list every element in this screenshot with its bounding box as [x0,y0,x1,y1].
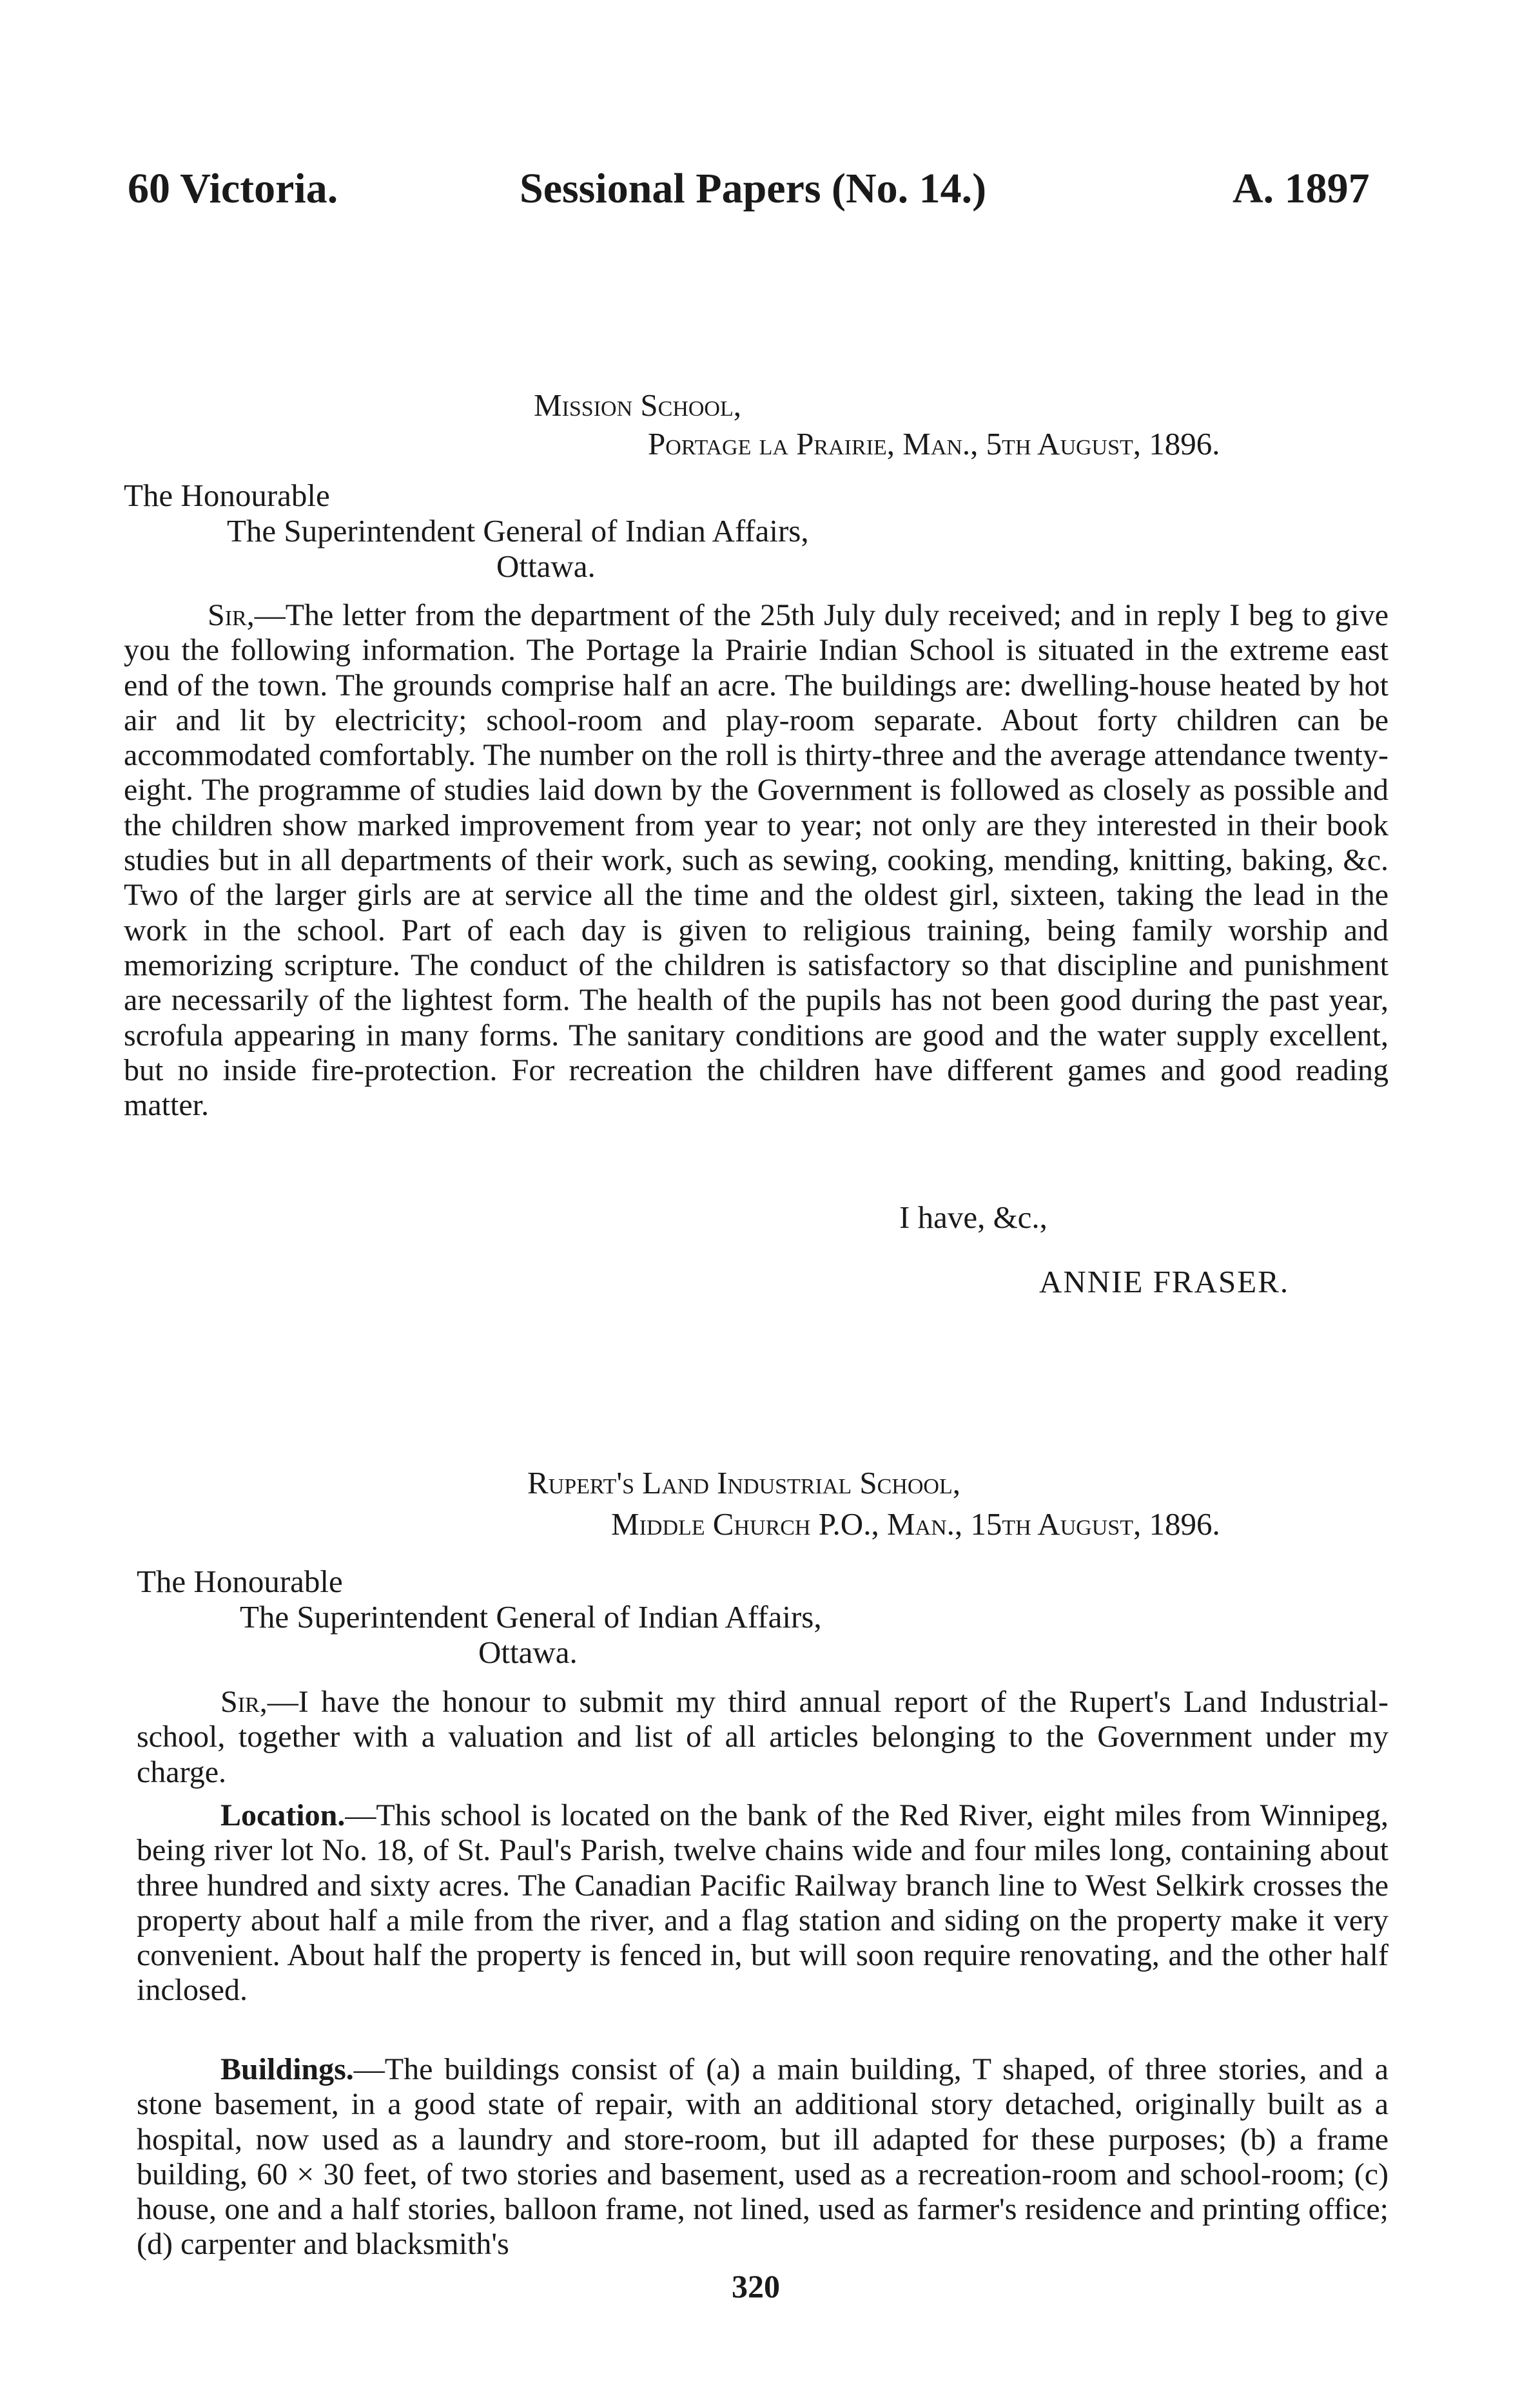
location-text: —This school is located on the bank of the Red River, eight miles from Winnipeg, being river lot No. 18, of St. Paul's Parish, twelve chains wide and four miles long, containing about three hundred and sixty acres. The Canadian Pacific Railway branch line to West Selkirk crosses the property about half a mile from the river, and a flag station and siding on the property make it very convenient. About half the property is fenced in, but will soon require renovating, and the other half inclosed. [137,1798,1388,2008]
letter1-sender-line1: Mission School, [534,387,741,423]
letter2-sender-line1: Rupert's Land Industrial School, [527,1465,960,1500]
letter2-addressee1: The Honourable [137,1564,343,1599]
letter1-body-text: —The letter from the department of the 25th July duly received; and in reply I beg to give you the following information. The Portage la Prairie Indian School is situated in the extreme east end of the town. The grounds comprise half an acre. The buildings are: dwelling-house heated by hot air and lit by electricity; school-room and play-room separate. About forty children can be accommodated comfortably. The number on the roll is thirty-three and the average attendance twenty-eight. The programme of studies laid down by the Government is followed as closely as possible and the children show marked improvement from year to year; not only are they interested in their book studies but in all departments of their work, such as sewing, cooking, mending, knitting, baking, &c. Two of the larger girls are at service all the time and the oldest girl, sixteen, taking the lead in the work in the school. Part of each day is given to religious training, being family worship and memorizing scripture. The conduct of the children is satisfactory so that discipline and punishment are necessarily of the lightest form. The health of the pupils has not been good during the past year, scrofula appearing in many forms. The sanitary conditions are good and the water supply excellent, but no inside fire-protection. For recreation the children have different games and good reading matter. [124,598,1388,1123]
letter2-addressee3: Ottawa. [478,1635,578,1670]
page-number: 320 [732,2268,780,2304]
letter2-salutation: Sir, [220,1685,268,1719]
letter2-intro [137,1685,1388,1790]
letter2-sender-line2: Middle Church P.O., Man., 15th August, 1896. [611,1506,1220,1542]
letter2-addressee2: The Superintendent General of Indian Affairs, [240,1599,822,1635]
letter1-addressee3: Ottawa. [496,549,596,584]
letter2-intro-text: —I have the honour to submit my third annual report of the Rupert's Land Industrial-school, together with a valuation and list of all articles belonging to the Government under my charge. [137,1685,1388,1789]
letter1-signature: ANNIE FRASER. [1039,1264,1290,1299]
letter1-addressee2: The Superintendent General of Indian Affairs, [227,513,809,549]
header-left: 60 Victoria. [128,165,338,212]
header-right: A. 1897 [1233,165,1370,212]
letter1-body [124,598,1388,1123]
letter1-salutation: Sir, [208,598,255,632]
location-heading: Location. [220,1798,346,1832]
letter1-addressee1: The Honourable [124,478,330,513]
buildings-heading: Buildings. [220,2052,354,2086]
letter1-closing: I have, &c., [899,1199,1047,1235]
buildings-text: —The buildings consist of (a) a main building, T shaped, of three stories, and a stone basement, in a good state of repair, with an additional story detached, originally built as a hospital, now used as a laundry and store-room, but ill adapted for these purposes; (b) a frame building, 60 × 30 feet, of two stories and basement, used as a recreation-room and school-room; (c) house, one and a half stories, balloon frame, not lined, used as farmer's residence and printing office; (d) carpenter and blacksmith's [137,2052,1388,2262]
letter2-location-paragraph [137,1798,1388,2008]
letter2-buildings-paragraph [137,2052,1388,2262]
header-center: Sessional Papers (No. 14.) [520,165,987,212]
letter1-sender-line2: Portage la Prairie, Man., 5th August, 1896. [648,426,1220,461]
